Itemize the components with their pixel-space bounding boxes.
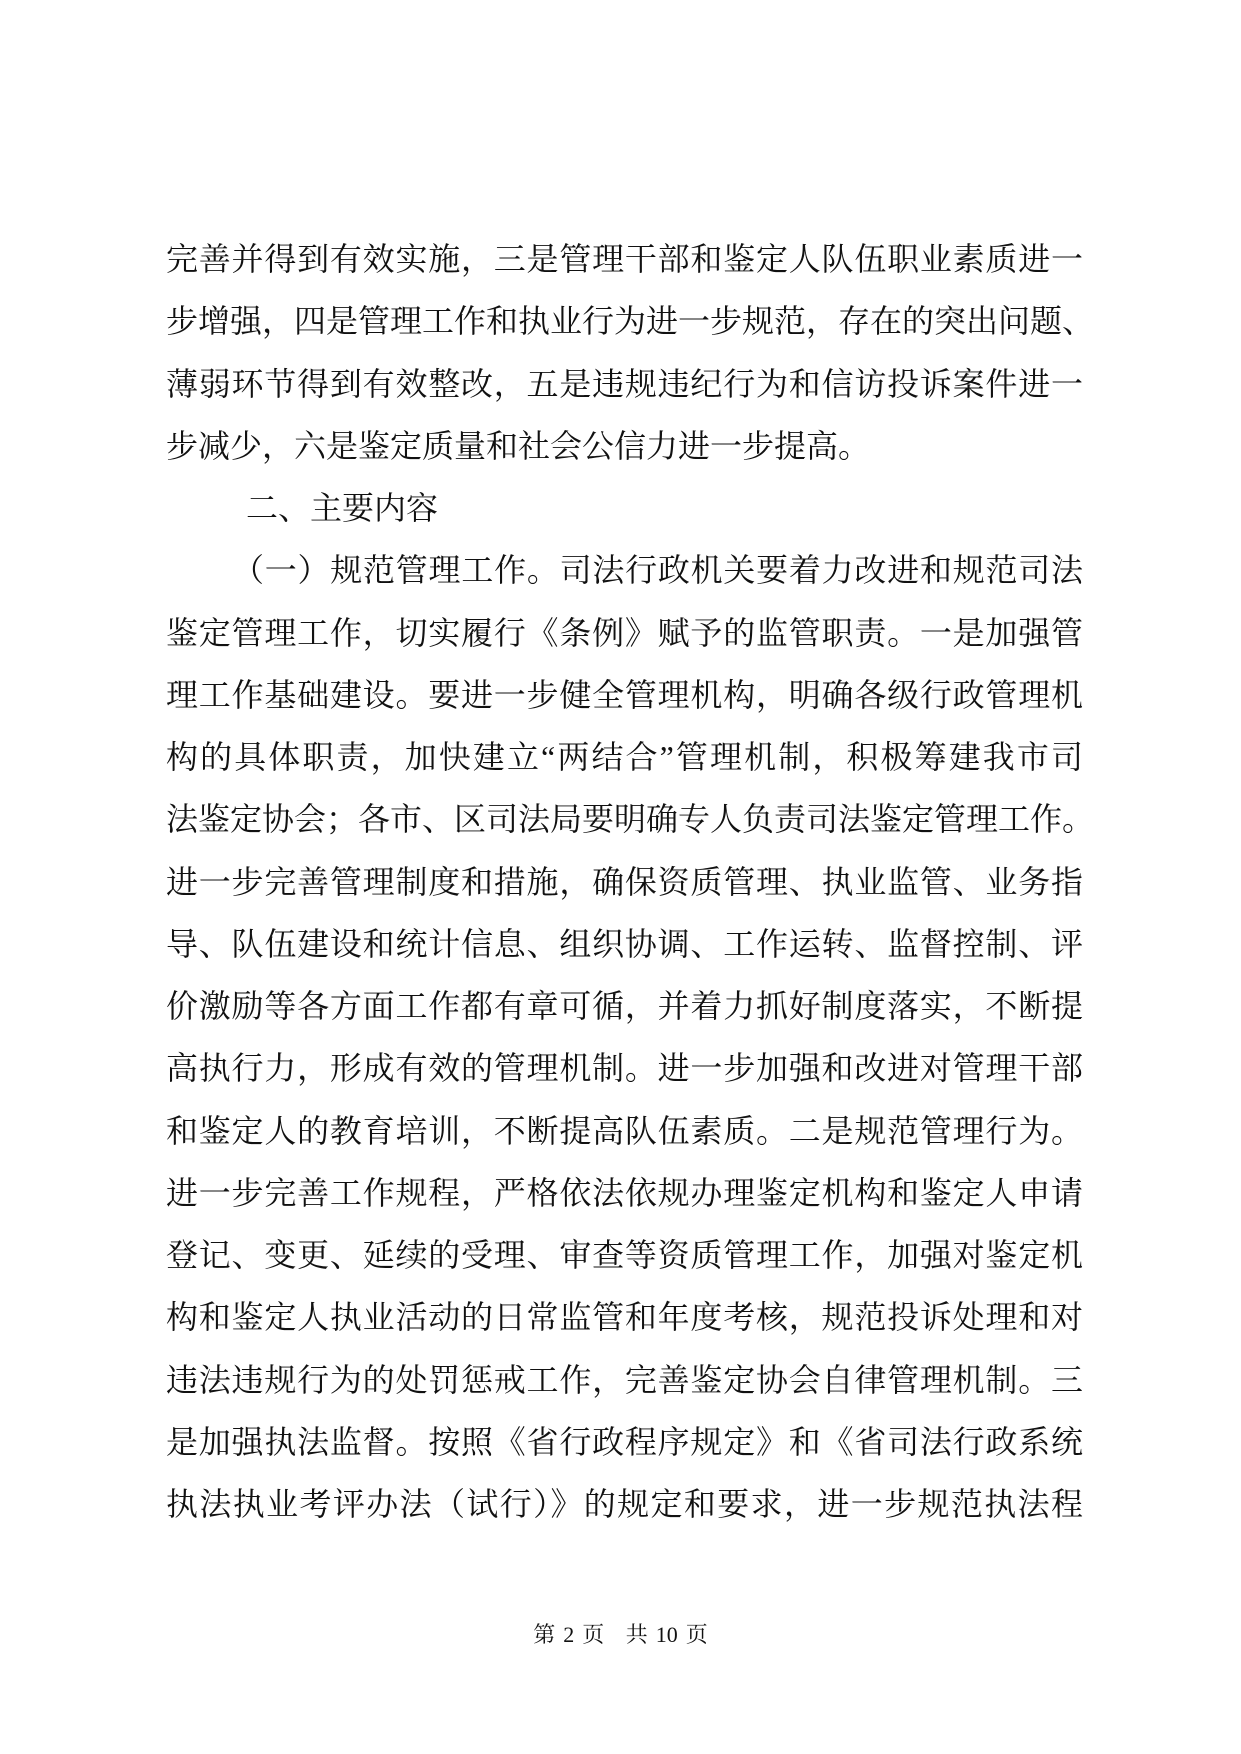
total-pages: 10 (655, 1622, 678, 1647)
text-line: 登记、变更、延续的受理、审查等资质管理工作，加强对鉴定机 (166, 1237, 1083, 1273)
total-prefix: 共 (625, 1622, 648, 1647)
text-line: 构的具体职责，加快建立“两结合”管理机制，积极筹建我市司 (166, 739, 1083, 775)
text-line: 价激励等各方面工作都有章可循，并着力抓好制度落实，不断提 (166, 988, 1083, 1024)
text-line: 法鉴定协会；各市、区司法局要明确专人负责司法鉴定管理工作。 (166, 801, 1095, 838)
page-prefix: 第 (533, 1622, 556, 1647)
current-page: 2 (563, 1622, 575, 1647)
text-line: 构和鉴定人执业活动的日常监管和年度考核，规范投诉处理和对 (166, 1299, 1083, 1336)
document-body (166, 228, 1095, 1535)
text-line: 进一步完善工作规程，严格依法依规办理鉴定机构和鉴定人申请 (166, 1174, 1083, 1211)
text-line: 违法违规行为的处罚惩戒工作，完善鉴定协会自律管理机制。三 (166, 1361, 1083, 1398)
text-line: 进一步完善管理制度和措施，确保资质管理、执业监管、业务指 (166, 863, 1083, 900)
text-line: 薄弱环节得到有效整改，五是违规违纪行为和信访投诉案件进一 (166, 365, 1083, 402)
page-total (622, 1622, 712, 1647)
page-suffix: 页 (582, 1622, 605, 1647)
text-line: 高执行力，形成有效的管理机制。进一步加强和改进对管理干部 (166, 1050, 1083, 1087)
page-footer (0, 1618, 1241, 1652)
text-line: （一）规范管理工作。司法行政机关要着力改进和规范司法 (232, 552, 1083, 589)
text-line: 理工作基础建设。要进一步健全管理机构，明确各级行政管理机 (166, 676, 1083, 713)
text-line: 完善并得到有效实施，三是管理干部和鉴定人队伍职业素质进一 (166, 241, 1083, 277)
text-line: 步减少，六是鉴定质量和社会公信力进一步提高。 (166, 427, 871, 464)
section-heading: 二、主要内容 (246, 490, 439, 526)
total-suffix: 页 (685, 1622, 708, 1647)
text-line: 是加强执法监督。按照《省行政程序规定》和《省司法行政系统 (166, 1423, 1083, 1460)
text-line: 步增强，四是管理工作和执业行为进一步规范，存在的突出问题、 (166, 303, 1095, 340)
text-line: 导、队伍建设和统计信息、组织协调、工作运转、监督控制、评 (166, 925, 1083, 962)
text-line: 执法执业考评办法（试行）》的规定和要求，进一步规范执法程 (166, 1486, 1083, 1522)
page-number (529, 1622, 608, 1647)
text-line: 鉴定管理工作，切实履行《条例》赋予的监管职责。一是加强管 (166, 614, 1083, 651)
text-line: 和鉴定人的教育培训，不断提高队伍素质。二是规范管理行为。 (166, 1112, 1083, 1149)
